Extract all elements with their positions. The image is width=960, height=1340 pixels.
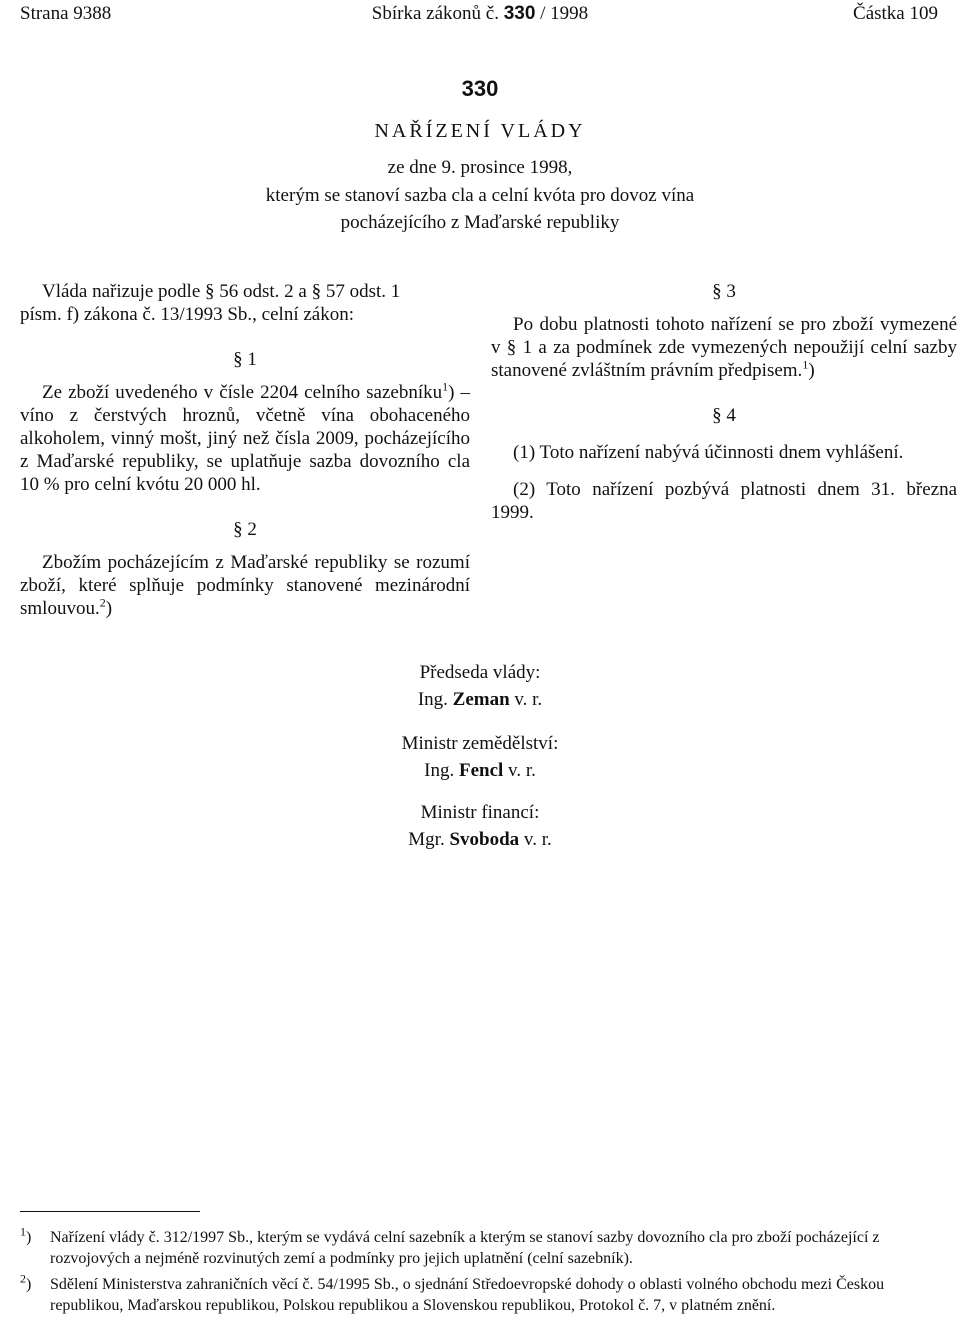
section-2-mark: § 2 (233, 519, 257, 540)
section-3-text-after: ) (808, 360, 815, 381)
signature-prefix-3: Mgr. (408, 829, 445, 850)
footnote-1-text: Nařízení vlády č. 312/1997 Sb., kterým se vydává celní sazebník a kterým se stanoví sazby dovozního cla pro zboží pocházející z rozvojových a nejméně rozvinutých zemí a podmínky pro jejich uplatnění (celní sazebník). (50, 1229, 880, 1267)
footnote-1-number: 1 (20, 1224, 26, 1239)
footnote-divider (20, 1211, 200, 1212)
section-4-para1: (1) Toto nařízení nabývá účinnosti dnem vyhlášení. (513, 442, 904, 463)
signature-surname-3: Svoboda (449, 829, 520, 850)
document-subtitle-line2: pocházejícího z Maďarské republiky (340, 212, 620, 233)
signature-suffix-2: v. r. (508, 760, 536, 781)
document-number: 330 (461, 76, 499, 101)
section-3-text-before: Po dobu platnosti tohoto nařízení se pro zboží vymezené v § 1 a za podmínek zde vymezených nepoužijí celní sazby stanovené zvláštním právním předpisem. (491, 314, 957, 381)
page-number: Strana 9388 (20, 3, 112, 24)
signature-surname-2: Fencl (458, 760, 504, 781)
section-2-text (20, 551, 470, 620)
signature-role-1: Předseda vlády: (419, 662, 541, 683)
document-title: NAŘÍZENÍ VLÁDY (374, 120, 586, 142)
section-2-text-after: ) (105, 598, 113, 619)
signature-suffix-1: v. r. (514, 689, 543, 710)
section-1-text-before: Ze zboží uvedeného v čísle 2204 celního sazebníku (42, 382, 443, 403)
section-4-para2: (2) Toto nařízení pozbývá platnosti dnem 31. března 1999. (491, 479, 957, 523)
footnote-1: $^1$) Nařízení vlády č. 312/1997 Sb., kterým se vydává celní sazebník a kterým se stanoví sazby dovozního cla pro zboží pocházející z rozvojových a nejméně rozvinutých zemí a podmínky pro jejich uplatnění (celní sazebník). (20, 1227, 955, 1269)
signature-name-1 (0, 689, 960, 711)
preamble-line2: písm. f) zákona č. 13/1993 Sb., celní zákon: (20, 304, 355, 325)
footnote-2-text: Sdělení Ministerstva zahraničních věcí č. 54/1995 Sb., o sjednání Středoevropské dohody o oblasti volného obchodu mezi Českou republikou, Maďarskou republikou, Polskou republikou a Slovenskou republikou, Protokol č. 7, v platném znění. (50, 1276, 885, 1314)
preamble-line1: Vláda nařizuje podle § 56 odst. 2 a § 57 odst. 1 (42, 281, 401, 302)
section-4-mark: § 4 (712, 405, 736, 426)
section-1-mark: § 1 (233, 349, 257, 370)
footnote-2: $^2$) Sdělení Ministerstva zahraničních věcí č. 54/1995 Sb., o sjednání Středoevropské dohody o oblasti volného obchodu mezi Českou republikou, Maďarskou republikou, Polskou republikou a Slovenskou republikou, Protokol č. 7, v platném znění. (20, 1274, 955, 1316)
section-2-text-before: Zbožím pocházejícím z Maďarské republiky se rozumí zboží, které splňuje podmínky stanovené mezinárodní smlouvou. (20, 552, 470, 619)
collection-year: / 1998 (540, 3, 589, 24)
signature-name-2 (0, 760, 960, 782)
footnote-ref-1b: 1 (802, 357, 809, 372)
left-column (20, 280, 470, 620)
signature-role-3: Ministr financí: (420, 802, 540, 823)
document-subtitle-line1: kterým se stanoví sazba cla a celní kvóta pro dovoz vína (265, 185, 695, 206)
signature-prefix-1: Ing. (417, 689, 448, 710)
section-1-text-after: ) – víno z čerstvých hroznů, včetně vína obohaceného alkoholem, vinný mošt, jiný než čísla 2009, pocházejícího z Maďarské republiky, se uplatňuje sazba dovozního cla 10 % pro celní kvótu 20 000 hl. (20, 382, 470, 495)
collection-number: 330 (503, 3, 536, 24)
collection-reference (0, 3, 960, 25)
section-1-text (20, 381, 470, 496)
part-number: Částka 109 (853, 3, 938, 24)
right-column (491, 280, 957, 524)
footnote-2-number: 2 (20, 1271, 26, 1286)
signature-surname-1: Zeman (452, 689, 510, 710)
signature-suffix-3: v. r. (523, 829, 552, 850)
signature-prefix-2: Ing. (424, 760, 455, 781)
section-3-text (491, 313, 957, 382)
signature-role-2: Ministr zemědělství: (401, 733, 559, 754)
footnote-ref-1: 1 (442, 379, 449, 394)
footnote-ref-2: 2 (99, 595, 106, 610)
document-date: ze dne 9. prosince 1998, (387, 157, 573, 178)
collection-prefix: Sbírka zákonů č. (371, 3, 499, 24)
signature-name-3 (0, 829, 960, 851)
section-3-mark: § 3 (712, 281, 736, 302)
